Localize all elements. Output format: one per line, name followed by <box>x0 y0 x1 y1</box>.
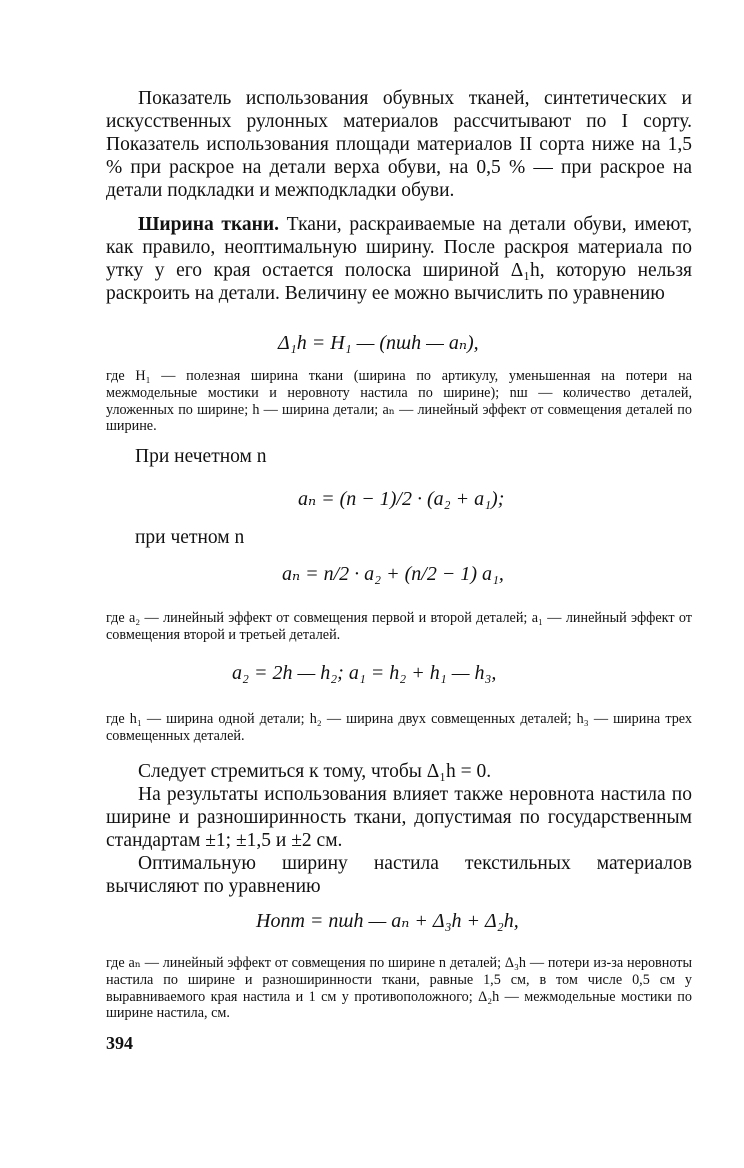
paragraph-5: Оптимальную ширину настила текстильных материалов вычисляют по уравнению <box>106 853 692 897</box>
paragraph-2 <box>106 213 692 305</box>
paragraph-3: Следует стремиться к тому, чтобы Δ₁h = 0. <box>138 761 492 782</box>
formula-4: a₂ = 2h — h₂; a₁ = h₂ + h₁ — h₃, <box>232 662 497 684</box>
paragraph-2-body: Ткани, раскраиваемые на детали обуви, имеют, как правило, неоптимальную ширину. После раскроя материала по утку у его края остается полоска шириной Δ₁h, которую нельзя раскроить на детали. Величину ее можно вычислить по уравнению <box>106 214 693 304</box>
formula-2: aₙ = (n − 1)/2 · (a₂ + a₁); <box>298 488 505 510</box>
formula-3: aₙ = n/2 · a₂ + (n/2 − 1) a₁, <box>282 563 504 585</box>
odd-intro: При нечетном n <box>135 446 267 467</box>
note-1: где H₁ — полезная ширина ткани (ширина по артикулу, уменьшенная на потери на межмодельные мостики и неровноту настила по ширине); nш — количество деталей, уложенных по ширине; h — ширина детали; aₙ — линейный эффект от совмещения деталей по ширине. <box>106 368 692 435</box>
paragraph-4: На результаты использования влияет также неровнота настила по ширине и разноширинность ткани, допустимая по государственным стандартам ±1; ±1,5 и ±2 см. <box>106 784 692 851</box>
formula-5: Hопт = nшh — aₙ + Δ₃h + Δ₂h, <box>256 910 519 932</box>
paragraph-1: Показатель использования обувных тканей, синтетических и искусственных рулонных материалов рассчитывают по I сорту. Показатель использования площади материалов II сорта ниже на 1,5 % при раскрое на детали верха обуви, на 0,5 % — при раскрое на детали подкладки и межподкладки обуви. <box>106 88 692 201</box>
paragraph-2-heading: Ширина ткани. <box>138 214 279 235</box>
page-number: 394 <box>106 1033 133 1053</box>
note-2: где a₂ — линейный эффект от совмещения первой и второй деталей; a₁ — линейный эффект от совмещения второй и третьей деталей. <box>106 610 692 643</box>
note-4: где aₙ — линейный эффект от совмещения по ширине n деталей; Δ₃h — потери из-за неровноты настила по ширине и разноширинности ткани, равные 1,5 см, в том числе 0,5 см у выравниваемого края настила и 1 см у противоположного; Δ₂h — межмодельные мостики по ширине настила, см. <box>106 955 692 1022</box>
formula-1: Δ₁h = H₁ — (nшh — aₙ), <box>278 332 479 354</box>
note-3: где h₁ — ширина одной детали; h₂ — ширина двух совмещенных деталей; h₃ — ширина трех совмещенных деталей. <box>106 711 692 744</box>
even-intro: при четном n <box>135 527 245 548</box>
